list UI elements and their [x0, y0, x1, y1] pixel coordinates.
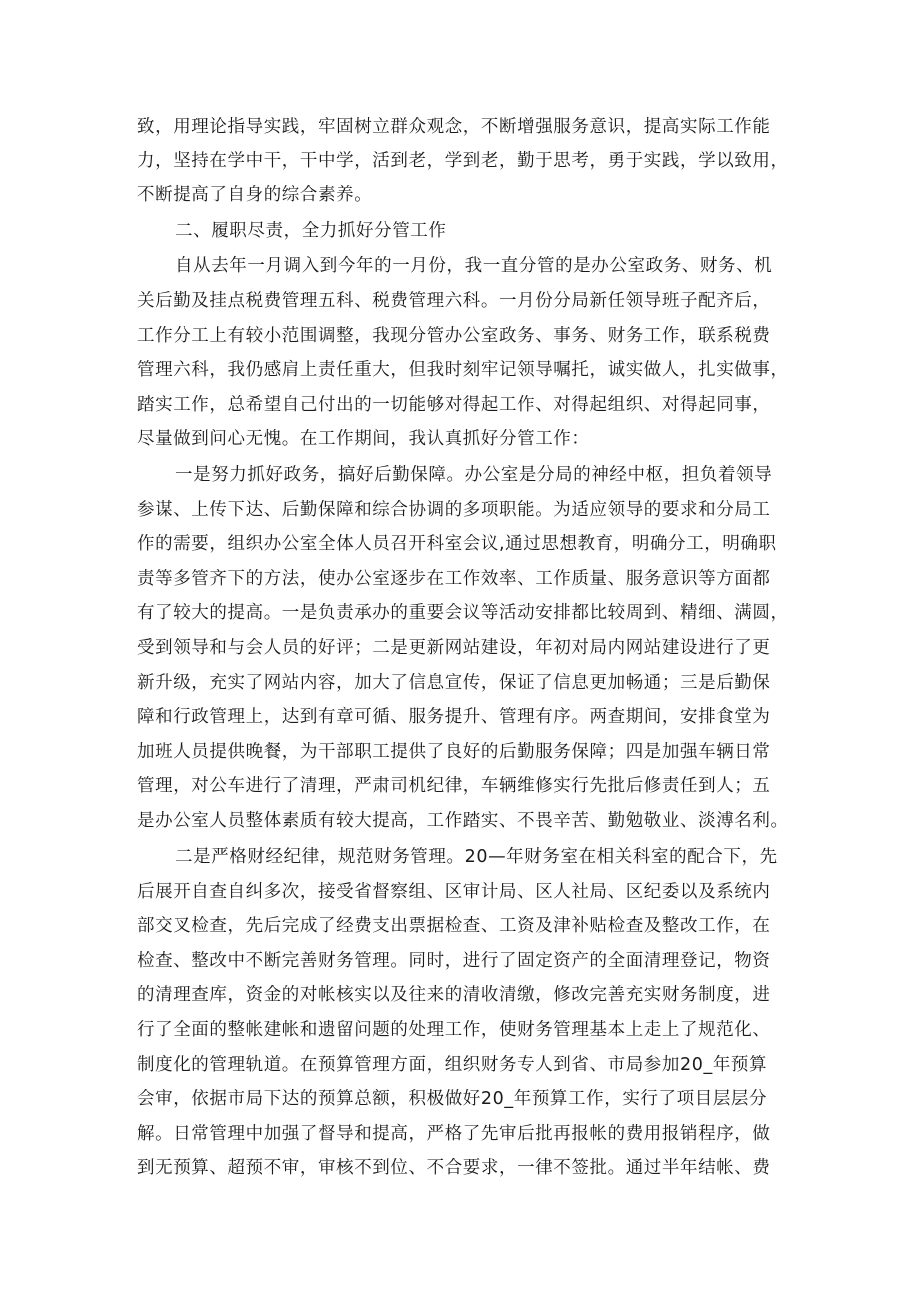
text-line: 责等多管齐下的方法，使办公室逐步在工作效率、工作质量、服务意识等方面都	[137, 569, 771, 589]
text-line: 自从去年一月调入到今年的一月份，我一直分管的是办公室政务、财务、机	[175, 256, 773, 276]
text-line: 尽量做到问心无愧。在工作期间，我认真抓好分管工作：	[137, 429, 590, 449]
text-line: 制度化的管理轨道。在预算管理方面，组织财务专人到省、市局参加20_年预算	[137, 1055, 768, 1075]
text-line: 致，用理论指导实践，牢固树立群众观念，不断增强服务意识，提高实际工作能	[137, 117, 771, 137]
text-line: 是办公室人员整体素质有较大提高，工作踏实、不畏辛苦、勤勉敬业、淡溥名利。	[137, 811, 789, 831]
text-line: 解。日常管理中加强了督导和提高，严格了先审后批再报帐的费用报销程序，做	[137, 1124, 771, 1144]
text-line: 工作分工上有较小范围调整，我现分管办公室政务、事务、财务工作，联系税费	[137, 326, 771, 346]
text-line: 管理六科，我仍感肩上责任重大，但我时刻牢记领导嘱托，诚实做人，扎实做事，	[137, 360, 789, 380]
text-line: 后展开自查自纠多次，接受省督察组、区审计局、区人社局、区纪委以及系统内	[137, 882, 771, 902]
text-line: 一是努力抓好政务，搞好后勤保障。办公室是分局的神经中枢，担负着领导	[175, 465, 773, 485]
text-line: 作的需要，组织办公室全体人员召开科室会议,通过思想教育，明确分工，明确职	[137, 534, 777, 554]
text-line: 参谋、上传下达、后勤保障和综合协调的多项职能。为适应领导的要求和分局工	[137, 500, 771, 520]
text-line: 检查、整改中不断完善财务管理。同时，进行了固定资产的全面清理登记，物资	[137, 951, 771, 971]
text-line: 关后勤及挂点税费管理五科、税费管理六科。一月份分局新任领导班子配齐后，	[137, 291, 771, 311]
text-line: 加班人员提供晚餐，为干部职工提供了良好的后勤服务保障；四是加强车辆日常	[137, 742, 771, 762]
text-line: 的清理查库，资金的对帐核实以及往来的清收清缴，修改完善充实财务制度，进	[137, 985, 771, 1005]
text-line: 新升级，充实了网站内容，加大了信息宣传，保证了信息更加畅通；三是后勤保	[137, 673, 771, 693]
section-heading: 二、履职尽责，全力抓好分管工作	[175, 221, 447, 241]
text-line: 到无预算、超预不审，审核不到位、不合要求，一律不签批。通过半年结帐、费	[137, 1158, 771, 1178]
text-line: 受到领导和与会人员的好评；二是更新网站建设，年初对局内网站建设进行了更	[137, 638, 771, 658]
text-line: 不断提高了自身的综合素养。	[137, 185, 373, 205]
text-line: 部交叉检查，先后完成了经费支出票据检查、工资及津补贴检查及整改工作，在	[137, 916, 771, 936]
text-line: 二是严格财经纪律，规范财务管理。20—年财务室在相关科室的配合下，先	[175, 847, 778, 867]
text-line: 障和行政管理上，达到有章可循、服务提升、管理有序。两查期间，安排食堂为	[137, 707, 771, 727]
text-line: 踏实工作，总希望自己付出的一切能够对得起工作、对得起组织、对得起同事，	[137, 395, 771, 415]
text-line: 行了全面的整帐建帐和遗留问题的处理工作，使财务管理基本上走上了规范化、	[137, 1020, 771, 1040]
text-line: 有了较大的提高。一是负责承办的重要会议等活动安排都比较周到、精细、满圆，	[137, 603, 789, 623]
text-line: 管理，对公车进行了清理，严肃司机纪律，车辆维修实行先批后修责任到人；五	[137, 776, 771, 796]
text-line: 力，坚持在学中干，干中学，活到老，学到老，勤于思考，勇于实践，学以致用，	[137, 151, 789, 171]
text-line: 会审，依据市局下达的预算总额，积极做好20_年预算工作，实行了项目层层分	[137, 1089, 768, 1109]
